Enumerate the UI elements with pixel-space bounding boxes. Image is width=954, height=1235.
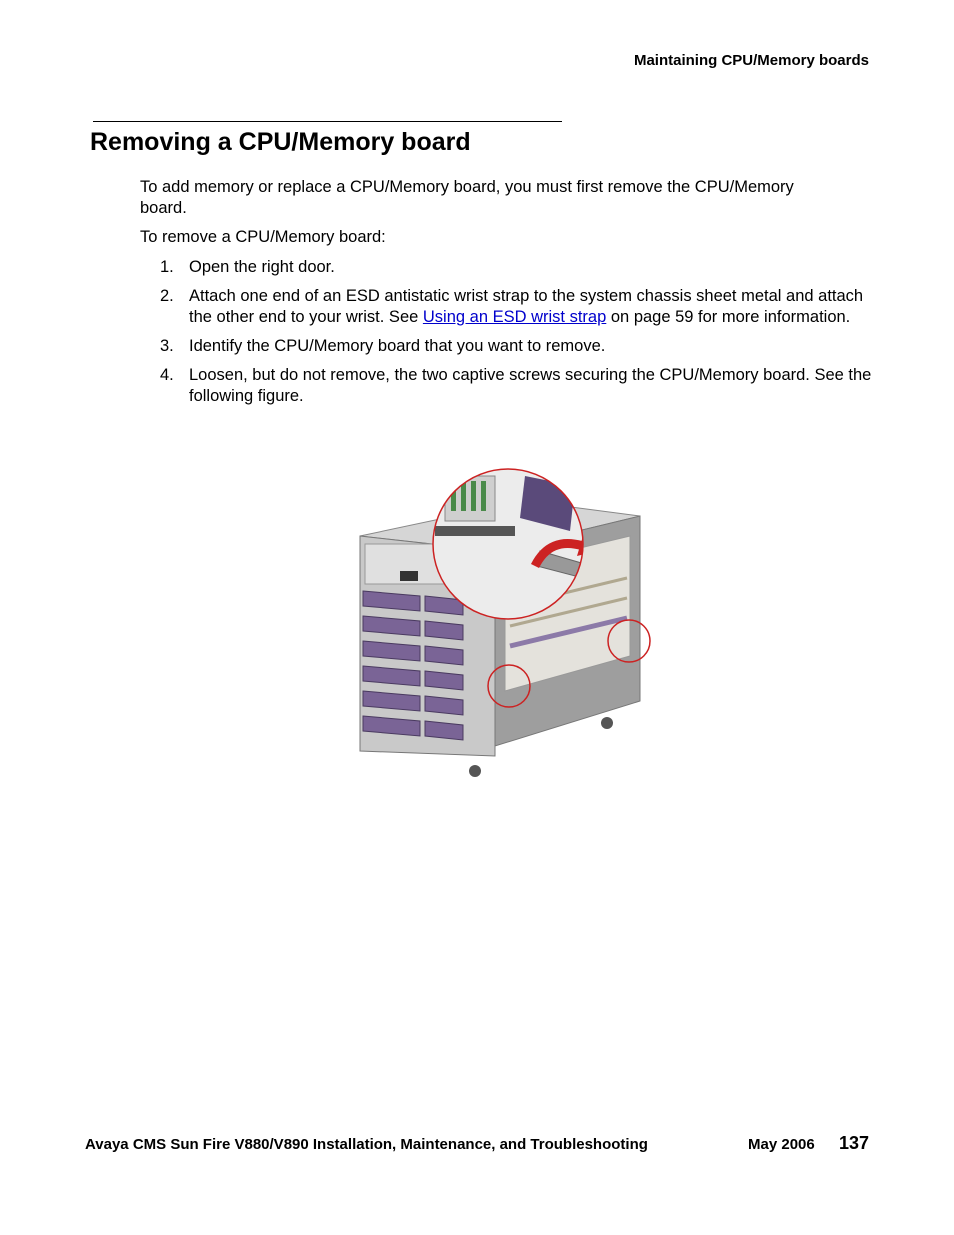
- step-3: [140, 336, 875, 357]
- page-title: Removing a CPU/Memory board: [90, 128, 471, 156]
- server-chassis-illustration: [345, 456, 665, 786]
- procedure-steps: [140, 257, 875, 415]
- step-4: [140, 365, 875, 407]
- cpu-board-figure: [345, 456, 665, 786]
- footer-document-title: Avaya CMS Sun Fire V880/V890 Installation, Maintenance, and Troubleshooting: [85, 1136, 648, 1153]
- page-number: 137: [839, 1133, 870, 1153]
- step-number: 3.: [160, 337, 174, 355]
- running-header: Maintaining CPU/Memory boards: [633, 52, 869, 69]
- intro-paragraph: To add memory or replace a CPU/Memory board, you must first remove the CPU/Memory board.: [140, 178, 794, 217]
- step-number: 1.: [160, 258, 174, 276]
- procedure-lead-in: To remove a CPU/Memory board:: [140, 228, 386, 246]
- step-2: [140, 286, 875, 328]
- title-rule: [93, 121, 562, 122]
- step-text: Open the right door.: [189, 258, 335, 276]
- step-text: Identify the CPU/Memory board that you want to remove.: [189, 337, 606, 355]
- step-text-continued: on page 59 for more information.: [606, 308, 851, 326]
- step-text: Loosen, but do not remove, the two captive screws securing the CPU/Memory board. See the following figure.: [189, 366, 872, 405]
- esd-wrist-strap-link[interactable]: Using an ESD wrist strap: [422, 308, 607, 326]
- step-1: [140, 257, 875, 278]
- step-number: 2.: [160, 287, 174, 305]
- step-number: 4.: [160, 366, 174, 384]
- step-text: Attach one end of an ESD antistatic wrist strap to the system chassis sheet metal and attach the other end to your wrist. See: [189, 287, 864, 326]
- footer-date: May 2006: [748, 1136, 815, 1153]
